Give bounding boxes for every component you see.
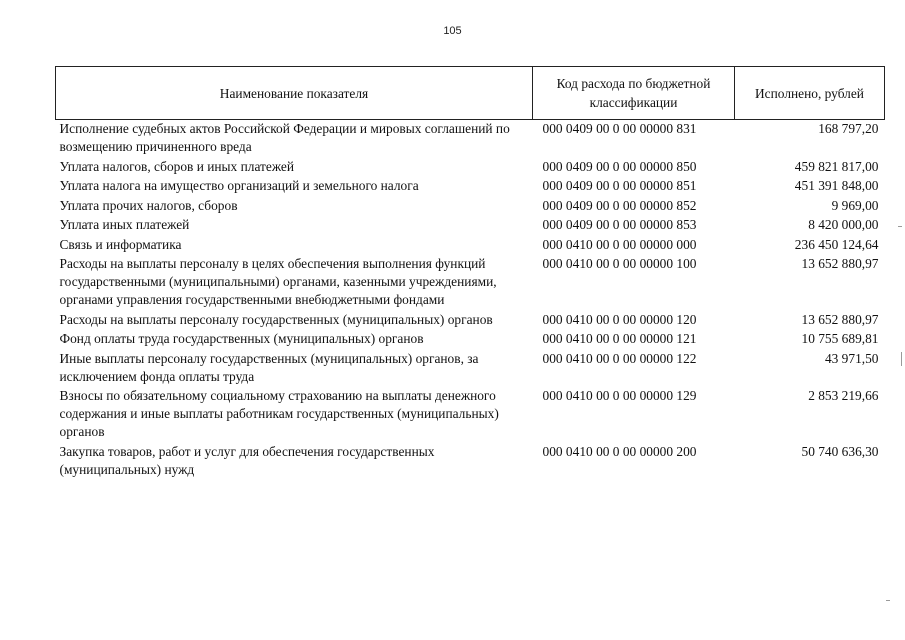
row-budget-code: 000 0410 00 0 00 00000 122 (542, 350, 697, 366)
table-header (56, 67, 885, 120)
table-row (56, 330, 885, 350)
row-budget-code: 000 0410 00 0 00 00000 200 (542, 443, 697, 459)
row-indicator-name: Исполнение судебных актов Российской Федерации и мировых соглашений по возмещению причиненного вреда (59, 121, 510, 154)
row-executed-amount: 236 450 124,64 (794, 236, 879, 252)
row-budget-code: 000 0409 00 0 00 00000 853 (542, 217, 697, 232)
row-budget-code: 000 0409 00 0 00 00000 851 (542, 178, 697, 193)
header-indicator-name: Наименование показателя (56, 67, 533, 120)
table-body (56, 120, 885, 481)
scan-edge-mark (901, 352, 902, 366)
row-budget-code: 000 0409 00 0 00 00000 852 (542, 197, 697, 213)
row-indicator-name: Уплата прочих налогов, сборов (59, 197, 238, 213)
header-budget-code: Код расхода по бюджетной классификации (533, 67, 735, 120)
row-indicator-name: Уплата налога на имущество организаций и земельного налога (59, 178, 419, 193)
table-row (56, 443, 885, 481)
row-executed-amount: 168 797,20 (818, 121, 879, 136)
row-executed-amount: 13 652 880,97 (801, 311, 879, 327)
row-budget-code: 000 0410 00 0 00 00000 129 (542, 388, 697, 403)
table-row (56, 216, 885, 236)
row-indicator-name: Фонд оплаты труда государственных (муниципальных) органов (59, 331, 424, 346)
table-row (56, 158, 885, 178)
row-indicator-name: Уплата налогов, сборов и иных платежей (59, 158, 295, 174)
row-executed-amount: 43 971,50 (824, 350, 879, 366)
table-row (56, 120, 885, 158)
budget-execution-table (55, 66, 885, 480)
row-budget-code: 000 0409 00 0 00 00000 850 (542, 158, 697, 174)
row-executed-amount: 451 391 848,00 (794, 178, 879, 193)
row-indicator-name: Иные выплаты персоналу государственных (муниципальных) органов, за исключением фонда оплаты труда (59, 350, 479, 384)
table-row (56, 350, 885, 388)
table-row (56, 311, 885, 331)
row-indicator-name: Расходы на выплаты персоналу государственных (муниципальных) органов (59, 311, 493, 327)
scan-edge-mark (898, 226, 902, 227)
row-executed-amount: 2 853 219,66 (808, 388, 879, 403)
table-row (56, 255, 885, 311)
row-executed-amount: 9 969,00 (831, 197, 879, 213)
table-row (56, 197, 885, 217)
row-executed-amount: 459 821 817,00 (794, 158, 879, 174)
row-indicator-name: Взносы по обязательному социальному страхованию на выплаты денежного содержания и иные выплаты работникам государственных (муниципальных) органов (59, 388, 499, 439)
row-budget-code: 000 0409 00 0 00 00000 831 (542, 121, 697, 136)
row-indicator-name: Закупка товаров, работ и услуг для обеспечения государственных (муниципальных) нужд (59, 443, 435, 477)
row-indicator-name: Уплата иных платежей (59, 217, 190, 232)
row-budget-code: 000 0410 00 0 00 00000 000 (542, 236, 697, 252)
row-executed-amount: 13 652 880,97 (801, 256, 879, 271)
row-indicator-name: Связь и информатика (59, 236, 182, 252)
row-indicator-name: Расходы на выплаты персоналу в целях обеспечения выполнения функций государственными (муниципальными) органами, казенными учреждениями, органами управления государственными внебюджетными фондами (59, 256, 497, 307)
row-executed-amount: 50 740 636,30 (801, 443, 879, 459)
page-number: 105 (443, 25, 462, 37)
row-budget-code: 000 0410 00 0 00 00000 121 (542, 331, 697, 346)
row-executed-amount: 10 755 689,81 (801, 331, 879, 346)
table-row (56, 177, 885, 197)
scan-edge-mark (886, 600, 890, 601)
header-row (56, 67, 885, 120)
row-budget-code: 000 0410 00 0 00 00000 120 (542, 311, 697, 327)
header-executed-amount: Исполнено, рублей (735, 67, 885, 120)
table-row (56, 236, 885, 256)
row-budget-code: 000 0410 00 0 00 00000 100 (542, 256, 697, 271)
row-executed-amount: 8 420 000,00 (808, 217, 879, 232)
table-row (56, 387, 885, 443)
